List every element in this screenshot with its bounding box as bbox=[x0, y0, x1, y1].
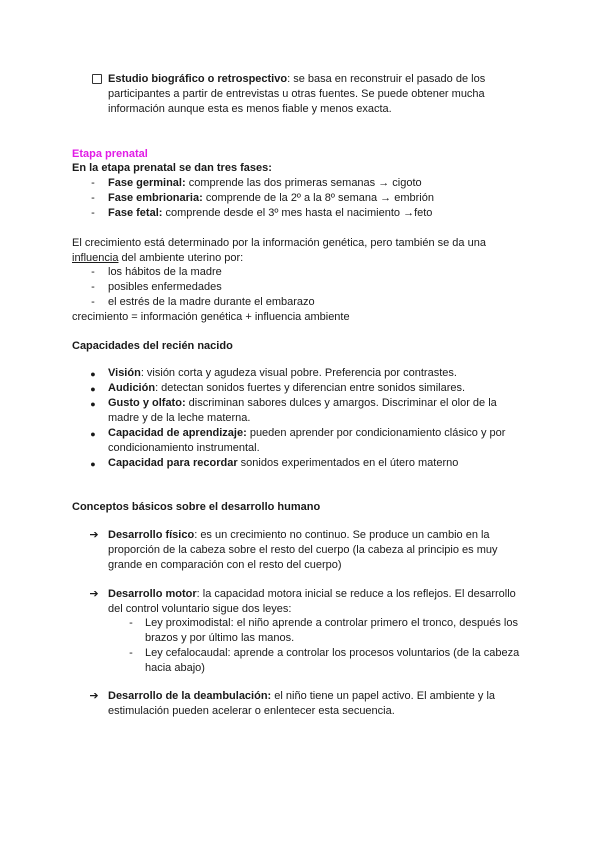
study-line-2: participantes a partir de entrevistas u otras fuentes. Se puede obtener mucha bbox=[108, 88, 485, 100]
concepts-heading: Conceptos básicos sobre el desarrollo humano bbox=[72, 501, 321, 513]
growth-formula: crecimiento = información genética + influencia ambiente bbox=[72, 311, 350, 323]
dash-marker: - bbox=[91, 177, 95, 189]
concept-walking-line2: estimulación pueden acelerar o enlentecer esta secuencia. bbox=[108, 705, 395, 717]
arrow-icon: ➔ bbox=[89, 529, 99, 541]
concept-physical-line2: proporción de la cabeza sobre el resto del cuerpo (la cabeza al principio es muy bbox=[108, 544, 498, 556]
study-line-1: Estudio biográfico o retrospectivo: se basa en reconstruir el pasado de los bbox=[108, 73, 486, 85]
study-title: Estudio biográfico o retrospectivo bbox=[108, 73, 288, 85]
bullet-marker: ● bbox=[90, 399, 96, 409]
dash-marker: - bbox=[129, 647, 133, 659]
law-cefalocaudal: Ley cefalocaudal: aprende a controlar los procesos voluntarios (de la cabeza bbox=[145, 647, 520, 659]
capacity-gusto: Gusto y olfato: discriminan sabores dulces y amargos. Discriminar el olor de la bbox=[108, 397, 497, 409]
law-proximodistal: Ley proximodistal: el niño aprende a controlar primero el tronco, después los bbox=[145, 617, 518, 629]
prenatal-intro: En la etapa prenatal se dan tres fases: bbox=[72, 162, 272, 174]
arrow-icon: ➔ bbox=[89, 588, 99, 600]
bullet-marker: ● bbox=[90, 384, 96, 394]
bullet-marker: ● bbox=[90, 429, 96, 439]
checkbox-icon[interactable] bbox=[92, 74, 102, 84]
dash-marker: - bbox=[91, 296, 95, 308]
dash-marker: - bbox=[91, 192, 95, 204]
bullet-marker: ● bbox=[90, 369, 96, 379]
capacity-gusto-cont: madre y de la leche materna. bbox=[108, 412, 251, 424]
growth-line-1: El crecimiento está determinado por la información genética, pero también se da una bbox=[72, 237, 486, 249]
concept-walking: Desarrollo de la deambulación: el niño tiene un papel activo. El ambiente y la bbox=[108, 690, 496, 702]
bullet-marker: ● bbox=[90, 459, 96, 469]
factor-item: posibles enfermedades bbox=[108, 281, 222, 293]
capacity-vision: Visión: visión corta y agudeza visual pobre. Preferencia por contrastes. bbox=[108, 367, 457, 379]
newborn-heading: Capacidades del recién nacido bbox=[72, 340, 233, 352]
phase-germinal: Fase germinal: comprende las dos primeras semanas → cigoto bbox=[108, 177, 422, 189]
law-cefalocaudal-cont: hacia abajo) bbox=[145, 662, 205, 674]
phase-embrionaria: Fase embrionaria: comprende de la 2º a la 8º semana → embrión bbox=[108, 192, 434, 204]
phase-fetal: Fase fetal: comprende desde el 3º mes hasta el nacimiento →feto bbox=[108, 207, 433, 219]
concept-motor: Desarrollo motor: la capacidad motora inicial se reduce a los reflejos. El desarrollo bbox=[108, 588, 516, 600]
capacity-audicion: Audición: detectan sonidos fuertes y diferencian entre sonidos similares. bbox=[108, 382, 466, 394]
capacity-aprendizaje-cont: condicionamiento instrumental. bbox=[108, 442, 260, 454]
prenatal-heading: Etapa prenatal bbox=[72, 148, 148, 160]
arrow-icon: ➔ bbox=[89, 690, 99, 702]
capacity-recordar: Capacidad para recordar sonidos experimentados en el útero materno bbox=[108, 457, 459, 469]
dash-marker: - bbox=[91, 207, 95, 219]
concept-motor-line2: del control voluntario sigue dos leyes: bbox=[108, 603, 292, 615]
factor-item: los hábitos de la madre bbox=[108, 266, 222, 278]
law-proximodistal-cont: brazos y por último las manos. bbox=[145, 632, 295, 644]
capacity-aprendizaje: Capacidad de aprendizaje: pueden aprender por condicionamiento clásico y por bbox=[108, 427, 506, 439]
dash-marker: - bbox=[91, 266, 95, 278]
growth-line-2: influencia del ambiente uterino por: bbox=[72, 252, 244, 264]
factor-item: el estrés de la madre durante el embarazo bbox=[108, 296, 315, 308]
concept-physical: Desarrollo físico: es un crecimiento no continuo. Se produce un cambio en la bbox=[108, 529, 490, 541]
dash-marker: - bbox=[91, 281, 95, 293]
study-line-3: información aunque esta es menos fiable y menos exacta. bbox=[108, 103, 392, 115]
concept-physical-line3: grande en comparación con el resto del cuerpo) bbox=[108, 559, 342, 571]
dash-marker: - bbox=[129, 617, 133, 629]
